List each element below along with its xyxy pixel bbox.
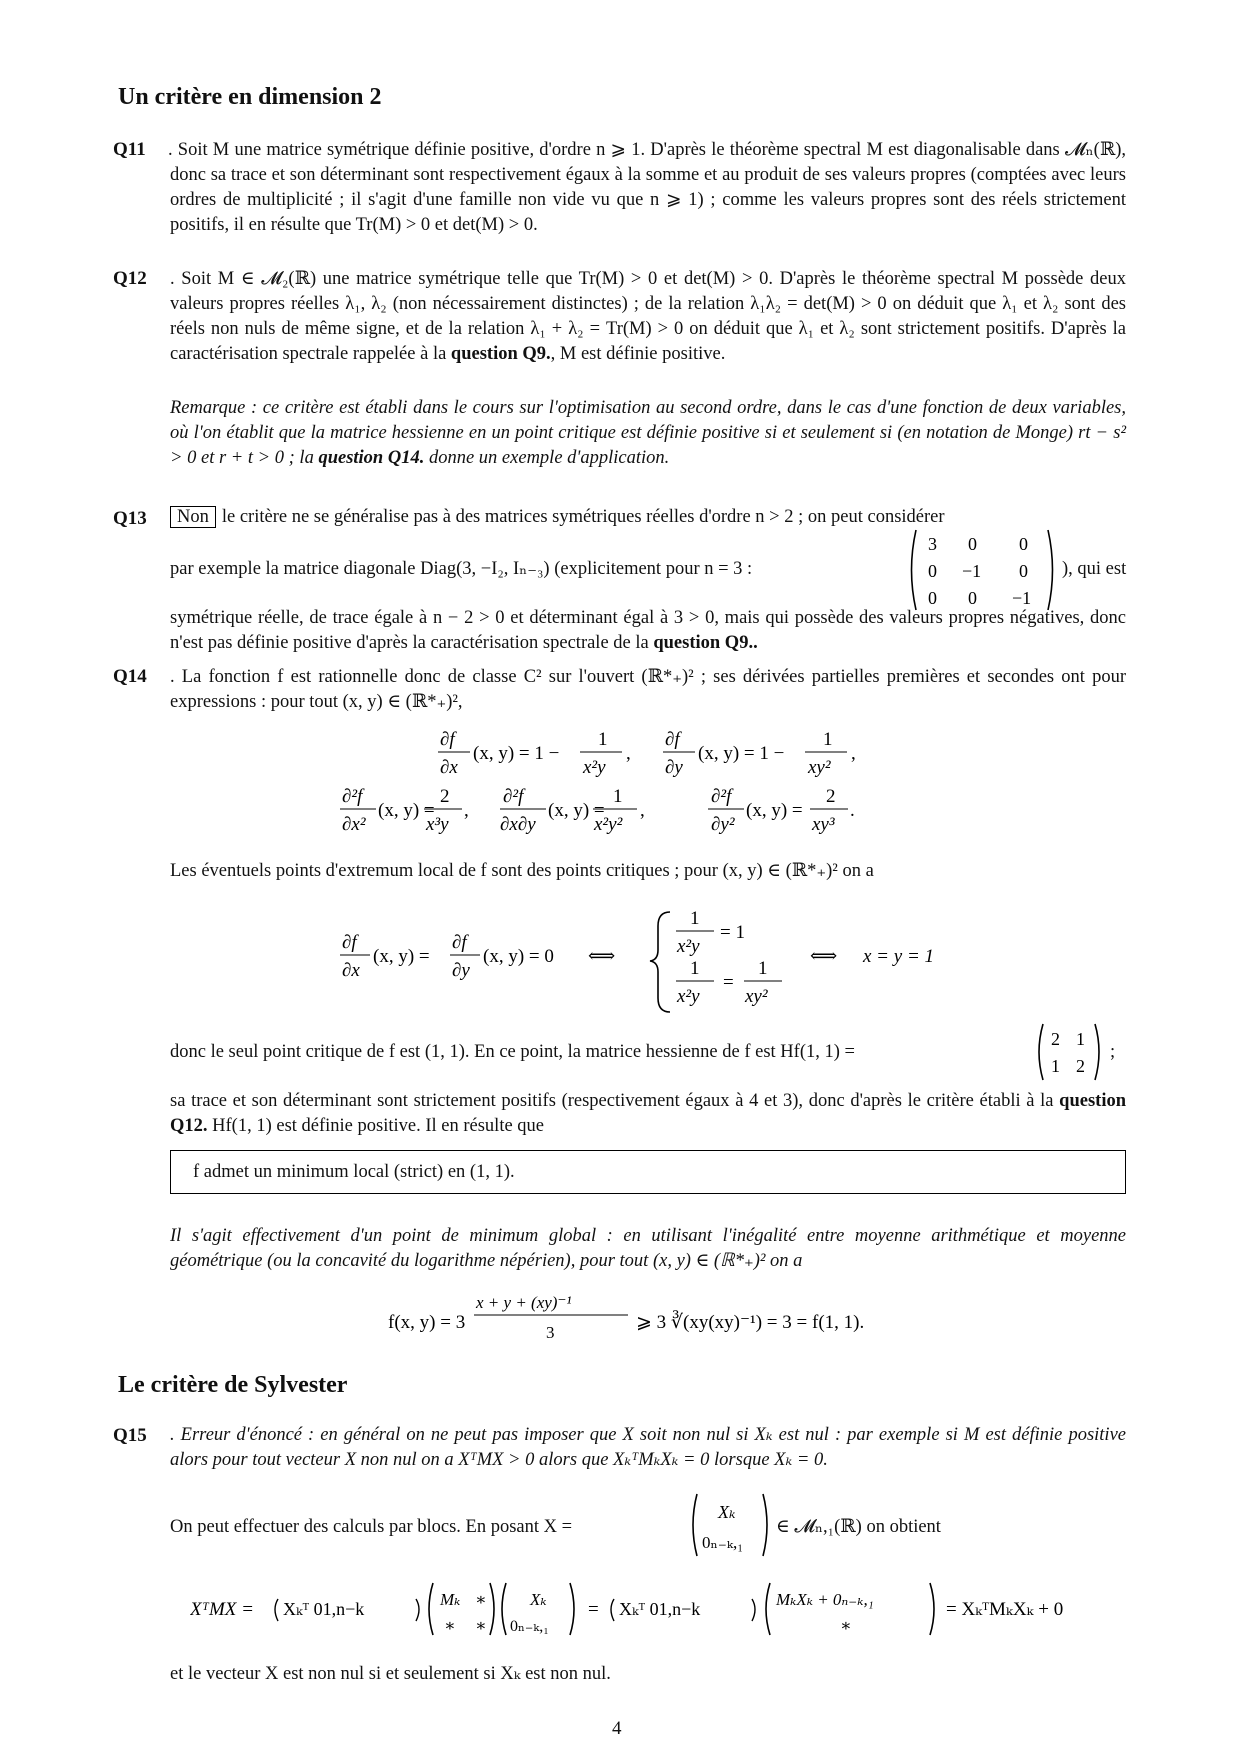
sys2-num-a: 1 (690, 958, 700, 979)
q15-block-equation (190, 1575, 1120, 1643)
q13-matrix-cell: 0 (928, 588, 937, 608)
q13-matrix-cell: −1 (962, 561, 982, 581)
question-label-q13: Q13 (113, 508, 147, 529)
q14-hessian-conclusion (170, 1089, 1126, 1139)
q13-line2a: par exemple la matrice diagonale Diag(3, −I₂, Iₙ₋₃) (explicitement pour n = 3 : (170, 559, 753, 579)
q14-hessian-line: donc le seul point critique de f est (1, 1). En ce point, la matrice hessienne de f est Hf(1, 1) = (170, 1042, 855, 1062)
q14-intro: . La fonction f est rationnelle donc de classe C² sur l'ouvert (ℝ*₊)² ; ses dérivées partielles premières et secondes ont pour expressions : pour tout (x, y) ∈ (ℝ*₊)², (170, 667, 1126, 712)
question-label-q12: Q12 (113, 268, 147, 289)
system-eq-lhs: (x, y) = (373, 946, 430, 967)
sys2-den-a: x²y (677, 986, 700, 1007)
deriv-num: 1 (598, 729, 608, 750)
ineq-lhs: f(x, y) = 3 (388, 1312, 466, 1333)
block-row-b: Xₖᵀ 01,n−k (619, 1599, 701, 1619)
sys1-rhs: = 1 (720, 922, 745, 943)
svg-text:∂f: ∂f (452, 932, 467, 953)
deriv-den: x³y (426, 814, 449, 835)
block-mat-cell: ∗ (444, 1616, 456, 1635)
deriv-end: , (640, 800, 645, 821)
svg-text:∂y: ∂y (452, 960, 470, 981)
system-iff-2: ⟺ (810, 946, 838, 967)
sys2-eq: = (723, 972, 734, 993)
sys2-den-b: xy² (745, 986, 768, 1007)
hess-cell: 2 (1051, 1029, 1060, 1049)
deriv-lhs-num: ∂²f (342, 786, 363, 807)
question-label-q14: Q14 (113, 666, 147, 687)
deriv-den: xy³ (812, 814, 835, 835)
q13-matrix-cell: 0 (1019, 534, 1028, 554)
deriv-end: . (850, 800, 855, 821)
q12-remark-ref: question Q14. (318, 448, 425, 468)
q13-matrix-cell: 0 (1019, 561, 1028, 581)
q14-remark: Il s'agit effectivement d'un point de minimum global : en utilisant l'inégalité entre moyenne arithmétique et moyenne géométrique (ou la concavité du logarithme népérien), pour tout (x, y) ∈ (ℝ*₊)² on a (170, 1226, 1126, 1271)
block-vec2-entry: MₖXₖ + 0ₙ₋ₖ,₁ (776, 1590, 874, 1609)
q12-remark-a: Remarque : ce critère est établi dans le cours sur l'optimisation au second ordre, dans le cas d'une fonction de deux variables, où l'on établit que la matrice hessienne en un point critique est définie positive si et seulement si (en notation de Monge) rt − s² > 0 et r + t > 0 ; la (170, 398, 1126, 468)
q14-critical-intro: Les éventuels points d'extremum local de f sont des points critiques ; pour (x, y) ∈ (ℝ*₊)² on a (170, 861, 874, 881)
q14-hess-b: sa trace et son déterminant sont strictement positifs (respectivement égaux à 4 et 3), donc d'après le critère établi à la (170, 1091, 1060, 1111)
ineq-exp-num: x + y + (xy)⁻¹ (476, 1293, 572, 1312)
deriv-den: x²y² (594, 814, 623, 835)
deriv-mid: (x, y) = (378, 800, 435, 821)
deriv-lhs-den: ∂x² (342, 814, 366, 835)
q12-text-a: . Soit M ∈ 𝓜₂(ℝ) une matrice symétrique telle que Tr(M) > 0 et det(M) > 0. D'après le théorème spectral M possède deux valeurs propres réelles λ₁, λ₂ (non nécessairement distinctes) ; de la relation λ₁λ₂ = det(M) > 0 on déduit que λ₁ et λ₂ sont des réels non nuls de même signe, et de la relation λ₁ + λ₂ = Tr(M) > 0 on déduit que λ₁ et λ₂ sont strictement positifs. D'après la caractérisation spectrale rappelée à la (170, 269, 1126, 364)
block-mat-cell: ∗ (475, 1616, 487, 1635)
svg-text:∂x: ∂x (342, 960, 360, 981)
block-rhs: = XₖᵀMₖXₖ + 0 (946, 1599, 1064, 1620)
deriv-den: x²y (583, 757, 606, 778)
deriv-lhs-den: ∂x (440, 757, 458, 778)
sys1-den: x²y (677, 936, 700, 957)
block-lhs: XᵀMX = (190, 1599, 254, 1620)
question-label-q11: Q11 (113, 139, 146, 160)
q13-conclusion (170, 606, 1126, 656)
svg-text:∂f: ∂f (342, 932, 357, 953)
q12-ref: question Q9. (450, 344, 551, 364)
q15-remark: . Erreur d'énoncé : en général on ne peut pas imposer que X soit non nul si Xₖ est nul : par exemple si M est définie positive alors pour tout vecteur X non nul on a XᵀMX > 0 alors que XₖᵀMₖXₖ = 0 lorsque Xₖ = 0. (170, 1425, 1126, 1470)
q13-matrix-cell: 0 (968, 588, 977, 608)
block-mat-cell: Mₖ (440, 1590, 461, 1609)
q14-derivatives (340, 725, 960, 845)
q13-ref: question Q9. (653, 633, 754, 653)
deriv-lhs-num: ∂²f (711, 786, 732, 807)
block-eq2: = (588, 1599, 599, 1620)
q13-text-c: symétrique réelle, de trace égale à n − 2 > 0 et déterminant égal à 3 > 0, mais qui possède des valeurs propres négatives, donc n'est pas définie positive d'après la caractérisation spectrale de la (170, 608, 1126, 653)
deriv-end: , (464, 800, 469, 821)
q15-vector-x (688, 1492, 772, 1558)
deriv-mid: (x, y) = (548, 800, 605, 821)
q13-line1 (170, 505, 1130, 530)
system-eq-mid: (x, y) = 0 (483, 946, 554, 967)
q14-conclusion-box (170, 1150, 1126, 1194)
deriv-mid: (x, y) = (746, 800, 803, 821)
q11-answer: . Soit M une matrice symétrique définie positive, d'ordre n ⩾ 1. D'après le théorème spectral M est diagonalisable dans 𝓜ₙ(ℝ), donc sa trace et son déterminant sont respectivement égaux à la somme et au produit de ses valeurs propres (comptées avec leurs ordres de multiplicité ; il s'agit d'une famille non vide vu que n ⩾ 1) ; comme les valeurs propres sont des réels strictement positifs, il en résulte que Tr(M) > 0 et det(M) > 0. (168, 140, 1126, 235)
system-result: x = y = 1 (863, 946, 935, 967)
q12-remark-b: donne un exemple d'application. (424, 448, 670, 468)
q14-hess-c: Hf(1, 1) est définie positive. Il en résulte que (207, 1116, 545, 1136)
deriv-end: , (626, 743, 631, 764)
q14-critical-system (340, 908, 980, 1016)
section-title: Un critère en dimension 2 (118, 84, 382, 110)
question-label-q15: Q15 (113, 1425, 147, 1446)
deriv-mid: (x, y) = 1 − (698, 743, 785, 764)
block-vec-entry: 0ₙ₋ₖ,₁ (510, 1618, 549, 1635)
deriv-lhs-den: ∂y² (711, 814, 735, 835)
deriv-num: 1 (613, 786, 623, 807)
hess-cell: 1 (1076, 1029, 1085, 1049)
deriv-num: 2 (440, 786, 450, 807)
deriv-den: xy² (808, 757, 831, 778)
vec-entry: Xₖ (718, 1502, 736, 1522)
hess-cell: 2 (1076, 1056, 1085, 1076)
page-number: 4 (612, 1718, 622, 1739)
sys1-num: 1 (690, 908, 700, 929)
block-vec2-entry: ∗ (840, 1616, 852, 1635)
q14-inequality (388, 1290, 928, 1348)
q13-matrix-cell: 3 (928, 534, 937, 554)
deriv-lhs-den: ∂x∂y (500, 814, 536, 835)
block-vec-entry: Xₖ (530, 1590, 547, 1609)
block-mat-cell: ∗ (475, 1590, 487, 1609)
q14-hessian-end: ; (1110, 1042, 1116, 1062)
q13-matrix-cell: 0 (928, 561, 937, 581)
sys2-num-b: 1 (758, 958, 768, 979)
q14-hess-ref: question Q12. (170, 1091, 1126, 1136)
hess-cell: 1 (1051, 1056, 1060, 1076)
section-title: Le critère de Sylvester (118, 1372, 348, 1398)
system-iff: ⟺ (588, 946, 616, 967)
deriv-lhs-num: ∂²f (503, 786, 524, 807)
deriv-lhs-num: ∂f (665, 729, 680, 750)
q12-remark (170, 396, 1126, 471)
deriv-end: , (851, 743, 856, 764)
q13-matrix (906, 528, 1058, 612)
deriv-num: 1 (823, 729, 833, 750)
q12-answer (170, 267, 1126, 367)
block-row-a: Xₖᵀ 01,n−k (283, 1599, 365, 1619)
ineq-rhs: ⩾ 3 ∛(xy(xy)⁻¹) = 3 = f(1, 1). (636, 1312, 865, 1333)
q14-hessian-matrix (1034, 1022, 1104, 1082)
deriv-lhs-den: ∂y (665, 757, 683, 778)
deriv-num: 2 (826, 786, 836, 807)
vec-entry: 0ₙ₋ₖ,₁ (702, 1533, 744, 1552)
q15-blocks-end: ∈ 𝓜ₙ,₁(ℝ) on obtient (776, 1517, 941, 1537)
q13-end: . (753, 633, 758, 653)
q13-line1-text: le critère ne se généralise pas à des matrices symétriques réelles d'ordre n > 2 ; on peut considérer (221, 507, 945, 527)
q12-text-b: , M est définie positive. (550, 344, 726, 364)
deriv-mid: (x, y) = 1 − (473, 743, 560, 764)
ineq-exp-den: 3 (546, 1323, 555, 1342)
deriv-lhs-num: ∂f (440, 729, 455, 750)
q13-line2b: ), qui est (1062, 559, 1127, 579)
q15-final: et le vecteur X est non nul si et seulement si Xₖ est non nul. (170, 1664, 611, 1684)
q13-matrix-cell: 0 (968, 534, 977, 554)
q15-blocks-intro: On peut effectuer des calculs par blocs. En posant X = (170, 1517, 573, 1537)
q13-matrix-cell: −1 (1012, 588, 1032, 608)
q14-conclusion: f admet un minimum local (strict) en (1, 1). (193, 1162, 515, 1182)
q13-boxed-answer: Non (170, 506, 216, 528)
